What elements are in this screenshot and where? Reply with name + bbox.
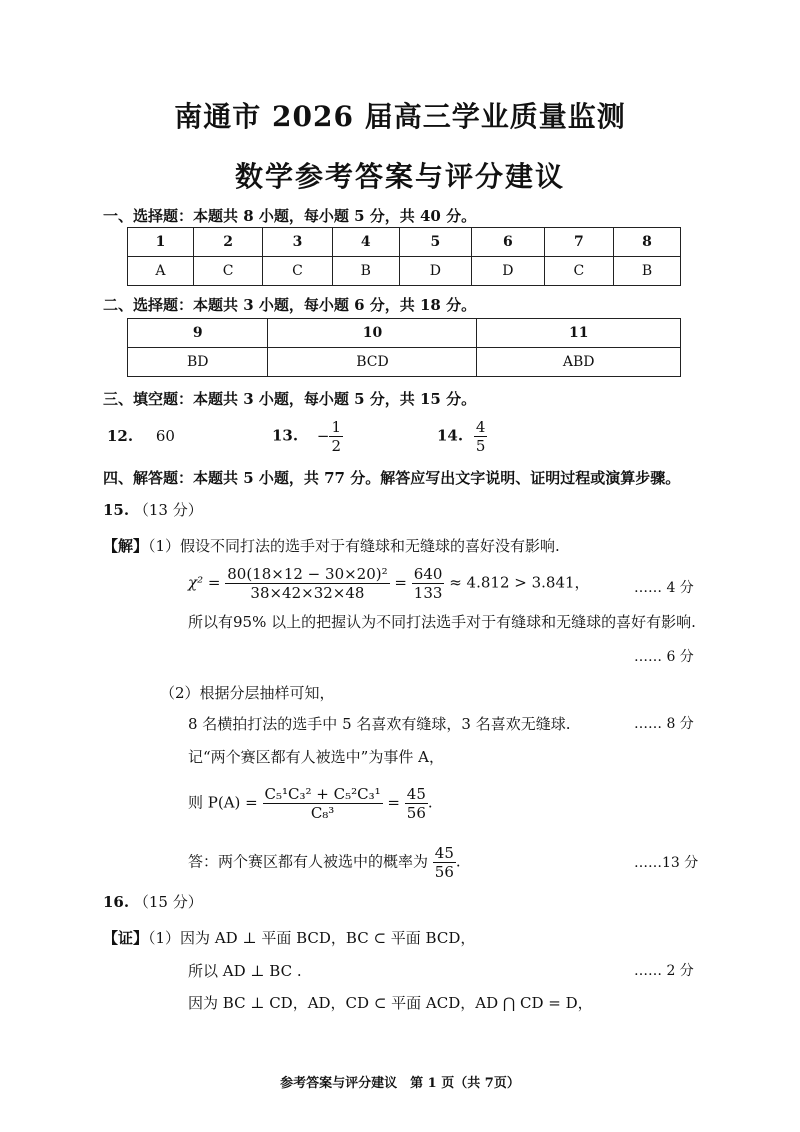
- answer-cell-6: D: [472, 257, 544, 286]
- question-number-1: 9: [128, 319, 268, 348]
- page-title: 南通市 2026 届高三学业质量监测: [174, 100, 626, 133]
- answer-table-1: [127, 227, 681, 286]
- question-number-6: 6: [472, 228, 544, 257]
- q15-part2: （2）根据分层抽样可知，: [160, 684, 335, 702]
- answer-table-2: [127, 318, 681, 377]
- question-number-3: 11: [477, 319, 681, 348]
- probability-formula: 则 P(A) = $\frac{\text{C₅¹C₃² + C₅²C₃¹}}{\text{C₈³}}$ = $\frac{45}{56}$ .: [188, 785, 433, 822]
- q15-answer: 答：两个赛区都有人被选中的概率为 $\frac{45}{56}$ .: [188, 844, 461, 881]
- question-number-1: 1: [128, 228, 194, 257]
- question-number-3: 3: [263, 228, 332, 257]
- q15-points: （13 分）: [133, 501, 203, 519]
- q16-header: [103, 891, 203, 912]
- q15-part2-line2: 记“两个赛区都有人被选中”为事件 A，: [188, 748, 444, 766]
- q15-header: [103, 499, 203, 520]
- section3-heading: 三、填空题：本题共 3 小题，每小题 5 分，共 15 分。: [103, 390, 477, 408]
- page-footer: 参考答案与评分建议 第 1 页（共 7页）: [280, 1076, 520, 1091]
- q13-fraction: $\frac{1}{2}$: [331, 418, 342, 455]
- chi-square-formula: χ² = $\frac{\text{80(18×12 − 30×20)²}}{38\times 42\times 32\times 48}$ = $\frac{640}{133}$ ≈ 4.812 > 3.841，: [188, 565, 590, 602]
- question-number-2: 10: [268, 319, 477, 348]
- q12-label: 12.: [107, 427, 134, 445]
- q16-points: （15 分）: [133, 893, 203, 911]
- q15-tag: 【解】: [103, 537, 149, 555]
- answer-cell-2: BCD: [268, 348, 477, 377]
- answer-cell-7: C: [544, 257, 613, 286]
- answer-cell-3: C: [263, 257, 332, 286]
- q16-line1: 【证】（1）因为 AD ⊥ 平面 BCD，BC ⊂ 平面 BCD，: [103, 929, 476, 947]
- q12: [107, 427, 175, 445]
- page-subtitle: 数学参考答案与评分建议: [234, 160, 565, 193]
- section4-heading: 四、解答题：本题共 5 小题，共 77 分。解答应写出文字说明、证明过程或演算步骤。: [103, 469, 681, 487]
- answer-cell-3: ABD: [477, 348, 681, 377]
- q15-conclusion: 所以有95% 以上的把握认为不同打法选手对于有缝球和无缝球的喜好有影响.: [188, 613, 696, 631]
- q15-part2-line1: 8 名横拍打法的选手中 5 名喜欢有缝球，3 名喜欢无缝球.: [188, 715, 571, 733]
- answer-cell-4: B: [332, 257, 399, 286]
- answer-cell-1: A: [128, 257, 194, 286]
- score-4: …… 4 分: [634, 580, 694, 596]
- question-number-2: 2: [193, 228, 262, 257]
- q15-label: 15.: [103, 501, 130, 519]
- q13: [272, 418, 343, 455]
- q16-line2: 所以 AD ⊥ BC .: [188, 962, 302, 980]
- question-number-5: 5: [399, 228, 471, 257]
- question-number-4: 4: [332, 228, 399, 257]
- q16-tag: 【证】: [103, 929, 149, 947]
- score-8: …… 8 分: [634, 716, 694, 732]
- q13-label: 13.: [272, 426, 299, 445]
- q16-label: 16.: [103, 893, 130, 911]
- answer-cell-8: B: [614, 257, 681, 286]
- q14-label: 14.: [437, 426, 464, 445]
- score-13: ……13 分: [634, 855, 699, 871]
- section1-heading: 一、选择题：本题共 8 小题，每小题 5 分，共 40 分。: [103, 207, 477, 225]
- answer-cell-1: BD: [128, 348, 268, 377]
- q15-part1: 【解】（1）假设不同打法的选手对于有缝球和无缝球的喜好没有影响.: [103, 537, 560, 555]
- q16-line3: 因为 BC ⊥ CD，AD，CD ⊂ 平面 ACD，AD ⋂ CD = D，: [188, 994, 593, 1012]
- q14: [437, 418, 487, 455]
- q16-score-2: …… 2 分: [634, 963, 694, 979]
- score-6: …… 6 分: [634, 649, 694, 665]
- question-number-7: 7: [544, 228, 613, 257]
- question-number-8: 8: [614, 228, 681, 257]
- answer-cell-2: C: [193, 257, 262, 286]
- q12-answer: 60: [155, 427, 175, 445]
- answer-cell-5: D: [399, 257, 471, 286]
- section2-heading: 二、选择题：本题共 3 小题，每小题 6 分，共 18 分。: [103, 296, 477, 314]
- q13-sign: −: [316, 426, 330, 445]
- q14-fraction: $\frac{4}{5}$: [475, 418, 486, 455]
